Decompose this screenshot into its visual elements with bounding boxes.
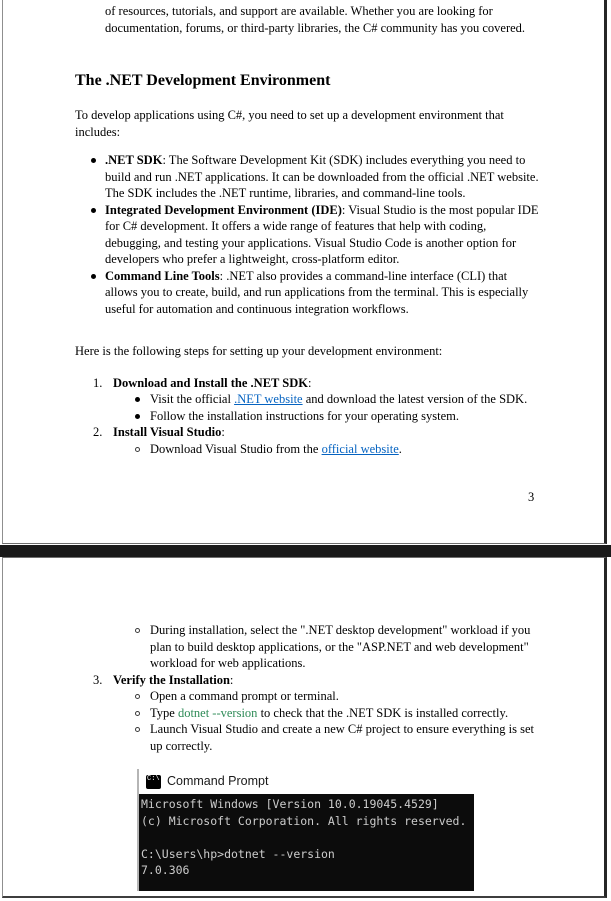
list-item-ide	[75, 202, 539, 268]
substep-text: Launch Visual Studio and create a new C# project to ensure everything is set up correctly.	[150, 722, 534, 753]
substep-follow-instructions	[113, 408, 542, 425]
substep-launch-vs	[113, 721, 542, 754]
bullet-circle-icon	[135, 711, 140, 716]
list-item-net-sdk	[75, 152, 539, 202]
intro-paragraph: To develop applications using C#, you need to set up a development environment that includes:	[75, 108, 504, 139]
substep-text: During installation, select the ".NET desktop development" workload if you plan to build desktop applications, or the "ASP.NET and web development" workload for web applications.	[150, 623, 531, 670]
list-desc: : The Software Development Kit (SDK) includes everything you need to build and run .NET applications. It can be downloaded from the official .NET website. The SDK includes the .NET runtime, libraries, and command-line tools.	[105, 153, 539, 200]
list-desc: : Visual Studio is the most popular IDE for C# development. It offers a wide range of features that help with coding, debugging, and testing your applications. Visual Studio Code is another option for developers who prefer a lightweight, cross-platform editor.	[105, 202, 539, 266]
list-term: .NET SDK	[105, 153, 163, 167]
substep-text: Visit the official	[150, 392, 235, 406]
substep-text: and download the latest version of the SDK.	[302, 392, 528, 406]
substep-text: Open a command prompt or terminal.	[150, 689, 339, 703]
page-number: 3	[528, 490, 535, 504]
substep-type-dotnet-version	[113, 705, 542, 722]
bullet-circle-icon	[135, 628, 140, 633]
list-desc: : .NET also provides a command-line interface (CLI) that allows you to create, build, and run applications from the terminal. This is especially useful for automation and continuous integration workflows.	[105, 268, 529, 316]
command-prompt-icon: C:\	[146, 775, 161, 789]
page-1-content	[3, 0, 604, 543]
setup-steps-continued	[75, 672, 542, 755]
step-install-visual-studio	[75, 424, 542, 457]
bullet-circle-icon	[135, 447, 140, 452]
command-prompt-titlebar	[139, 769, 474, 794]
command-prompt-screenshot	[137, 769, 474, 891]
continued-substep-container	[113, 622, 542, 672]
step-verify-installation	[75, 672, 542, 755]
terminal-output	[139, 794, 474, 891]
substep-list	[113, 441, 542, 458]
step-number: 2.	[93, 425, 103, 439]
step-title: Install Visual Studio	[113, 425, 222, 439]
dotnet-website-link[interactable]: .NET website	[234, 392, 303, 406]
bullet-disc-icon	[91, 158, 96, 163]
environment-components-list	[75, 152, 542, 317]
substep-download-vs	[113, 441, 542, 458]
steps-intro-paragraph: Here is the following steps for setting up your development environment:	[75, 344, 443, 358]
bullet-disc-icon	[135, 397, 140, 402]
substep-during-installation	[113, 622, 542, 672]
setup-steps-list	[75, 375, 542, 458]
step-suffix: :	[307, 375, 312, 390]
list-term: Integrated Development Environment (IDE)	[105, 202, 342, 217]
terminal-line: Microsoft Windows [Version 10.0.19045.4529]	[141, 797, 439, 811]
substep-list	[113, 688, 542, 754]
step-title: Download and Install the .NET SDK	[113, 375, 308, 390]
step-download-sdk	[75, 375, 542, 425]
terminal-line: C:\Users\hp>dotnet --version	[141, 846, 335, 861]
terminal-line	[141, 829, 474, 846]
substep-text: to check that the .NET SDK is installed correctly.	[257, 705, 509, 720]
substep-visit-website	[113, 391, 542, 408]
window-title: Command Prompt	[167, 774, 269, 789]
step-number: 3.	[93, 672, 103, 687]
document-page-2	[2, 557, 607, 898]
section-heading: The .NET Development Environment	[75, 72, 331, 89]
continuation-paragraph: of resources, tutorials, and support are available. Whether you are looking for documentation, forums, or third-party libraries, the C# community has you covered.	[105, 4, 526, 35]
substep-list	[113, 622, 542, 672]
page-break-separator	[0, 545, 611, 557]
step-title: Verify the Installation	[113, 672, 230, 687]
bullet-circle-icon	[135, 694, 140, 699]
document-page-1	[2, 0, 607, 544]
terminal-line: 7.0.306	[141, 863, 190, 878]
list-term: Command Line Tools	[105, 268, 220, 283]
substep-open-prompt	[113, 688, 542, 705]
bullet-disc-icon	[91, 208, 96, 213]
bullet-disc-icon	[135, 414, 140, 419]
step-suffix: :	[221, 425, 225, 439]
substep-text: Download Visual Studio from the	[150, 441, 322, 456]
step-number: 1.	[93, 375, 103, 390]
substep-text: Follow the installation instructions for your operating system.	[150, 408, 459, 423]
list-item-cli	[75, 268, 539, 318]
official-website-link[interactable]: official website	[321, 441, 399, 456]
step-suffix: :	[229, 672, 234, 687]
terminal-line: (c) Microsoft Corporation. All rights reserved.	[141, 813, 467, 828]
inline-code-dotnet-version: dotnet --version	[177, 705, 258, 720]
substep-list	[113, 391, 542, 424]
substep-text: .	[398, 441, 402, 456]
bullet-disc-icon	[91, 274, 96, 279]
page-2-content	[3, 558, 604, 896]
bullet-circle-icon	[135, 727, 140, 732]
substep-text: Type	[150, 705, 178, 720]
